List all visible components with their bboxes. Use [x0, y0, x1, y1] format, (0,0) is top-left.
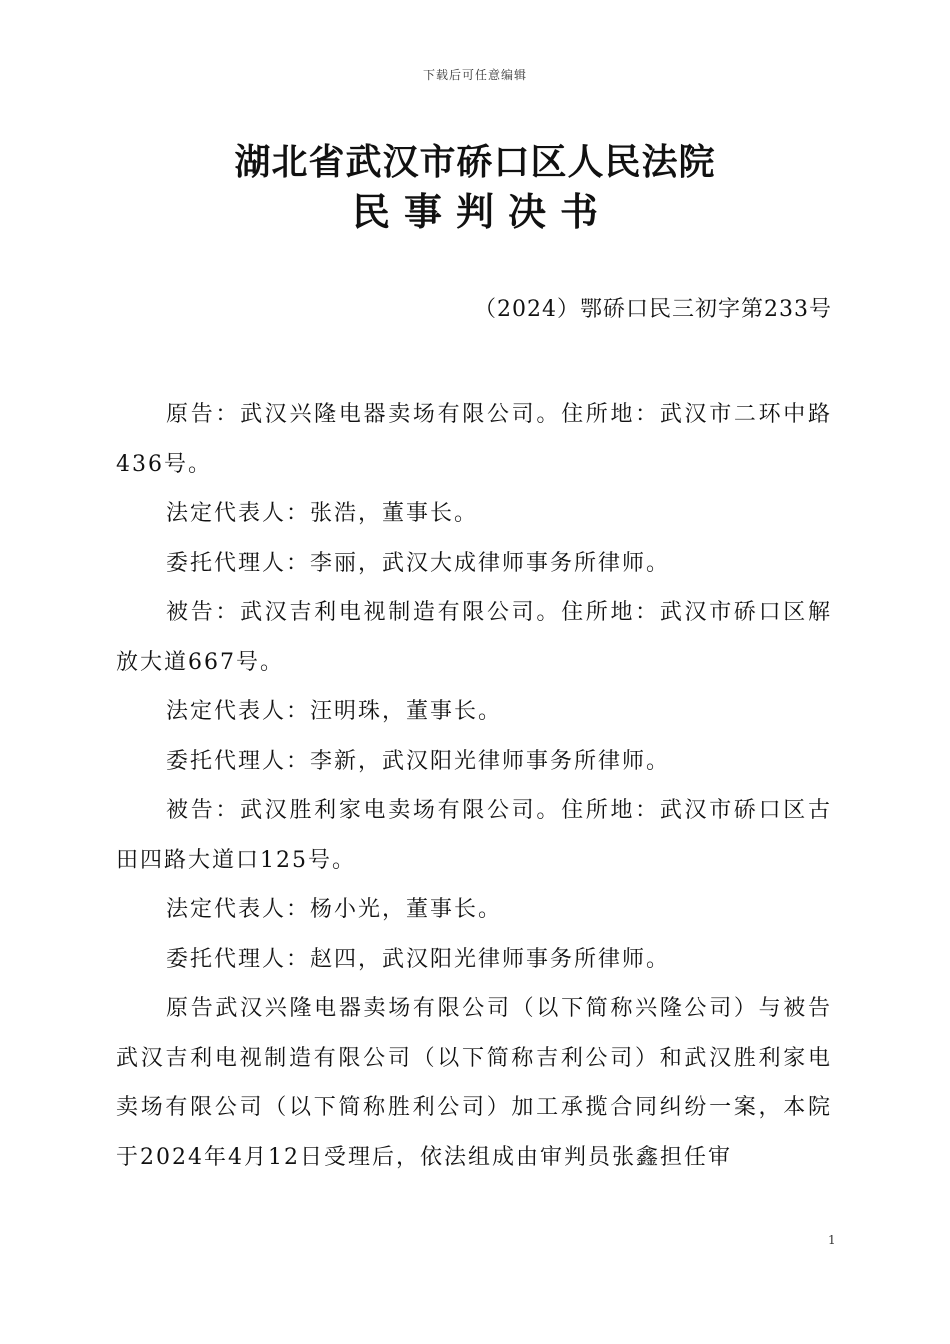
plaintiff-agent: 委托代理人：李丽，武汉大成律师事务所律师。	[166, 550, 671, 576]
defendant-2-agent: 委托代理人：赵四，武汉阳光律师事务所律师。	[166, 946, 671, 972]
defendant-2-paragraph: 被告：武汉胜利家电卖场有限公司。住所地：武汉市硚口区古田四路大道口125号。	[116, 798, 832, 873]
header-note: 下载后可任意编辑	[422, 68, 527, 82]
case-summary-paragraph: 原告武汉兴隆电器卖场有限公司（以下简称兴隆公司）与被告武汉吉利电视制造有限公司（以下简称吉利公司）和武汉胜利家电卖场有限公司（以下简称胜利公司）加工承揽合同纠纷一案，本院于2024年4月12日受理后，依法组成由审判员张鑫担任审	[116, 996, 832, 1170]
document-title: 民事判决书	[351, 189, 612, 234]
court-name: 湖北省武汉市硚口区人民法院	[234, 141, 716, 183]
plaintiff-paragraph: 原告：武汉兴隆电器卖场有限公司。住所地：武汉市二环中路436号。	[116, 402, 832, 477]
page-number: 1	[828, 1233, 836, 1247]
defendant-1-legal-rep: 法定代表人：汪明珠，董事长。	[166, 699, 503, 724]
defendant-2-legal-rep: 法定代表人：杨小光，董事长。	[166, 897, 503, 922]
plaintiff-legal-rep: 法定代表人：张浩，董事长。	[166, 501, 479, 526]
document-body	[116, 390, 832, 1182]
defendant-1-agent: 委托代理人：李新，武汉阳光律师事务所律师。	[166, 748, 671, 774]
defendant-1-paragraph: 被告：武汉吉利电视制造有限公司。住所地：武汉市硚口区解放大道667号。	[116, 600, 832, 675]
case-number: （2024）鄂硚口民三初字第233号	[474, 297, 832, 322]
